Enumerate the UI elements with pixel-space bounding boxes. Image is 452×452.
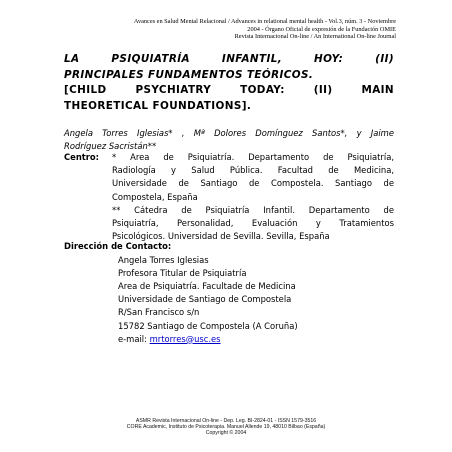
affiliation-label: Centro: — [64, 152, 100, 162]
affiliation-line: Compostela, España — [112, 191, 198, 202]
footer-line: ASMR Revista Internacional On-line - Dep. Leg. BI-2824-01 - ISSN 1579-3516 — [135, 418, 317, 424]
affiliation-text — [112, 151, 394, 243]
page-footer — [60, 418, 392, 436]
contact-line: R/San Francisco s/n — [118, 307, 200, 318]
article-title — [64, 52, 394, 114]
author-list — [64, 127, 394, 152]
contact-line: Universidade de Santiago de Compostela — [118, 294, 292, 305]
title-english-line: [CHILD PSYCHIATRY TODAY: (II) MAIN — [64, 84, 394, 96]
contact-line: 15782 Santiago de Compostela (A Coruña) — [118, 320, 298, 331]
contact-line: Area de Psiquiatría. Facultade de Medicina — [118, 280, 296, 291]
affiliation-line: * Area de Psiquiatría. Departamento de Psiquiatría, — [112, 152, 394, 162]
title-spanish-line: PRINCIPALES FUNDAMENTOS TEÓRICOS. — [64, 68, 314, 81]
journal-header — [50, 18, 396, 41]
journal-header-line: Avances en Salud Mental Relacional / Advances in relational mental health - Vol.3, núm. 3 - Noviembre — [133, 18, 396, 25]
email-link[interactable]: mrtorres@usc.es — [149, 333, 221, 344]
journal-header-line: Revista Internacional On-line / An International On-line Journal — [234, 33, 396, 41]
contact-line: Angela Torres Iglesias — [118, 254, 209, 265]
author-line: Rodríguez Sacristán** — [64, 140, 157, 151]
title-english-line: THEORETICAL FOUNDATIONS]. — [64, 99, 252, 112]
contact-address — [118, 254, 394, 346]
contact-email-row — [118, 333, 394, 346]
affiliation-line: Psicológicos. Universidad de Sevilla. Sevilla, España — [112, 231, 330, 242]
affiliation-line: ** Cátedra de Psiquiatría Infantil. Departamento de — [112, 204, 394, 215]
author-line: Angela Torres Iglesias* , Mª Dolores Domínguez Santos*, y Jaime — [64, 128, 394, 138]
title-spanish-line: LA PSIQUIATRÍA INFANTIL, HOY: (II) — [64, 53, 394, 65]
footer-line: CORE Academic, Instituto de Psicoterapia. Manuel Allende 19, 48010 Bilbao (España) — [126, 424, 326, 431]
email-label: e-mail: — [118, 333, 147, 344]
footer-line: Copyright © 2004 — [205, 430, 247, 437]
contact-section — [64, 240, 394, 344]
contact-label: Dirección de Contacto: — [64, 241, 172, 251]
affiliation-line: Radiología y Salud Pública. Facultad de Medicina, — [112, 165, 394, 176]
contact-line: Profesora Titular de Psiquiatría — [118, 267, 247, 278]
journal-header-line: 2004 - Órgano Oficial de expresión de la Fundación OMIE — [247, 25, 396, 33]
affiliation-line: Psiquiatría, Personalidad, Evaluación y Tratamientos — [112, 218, 394, 229]
affiliation-line: Universidade de Santiago de Compostela. Santiago de — [112, 178, 394, 189]
